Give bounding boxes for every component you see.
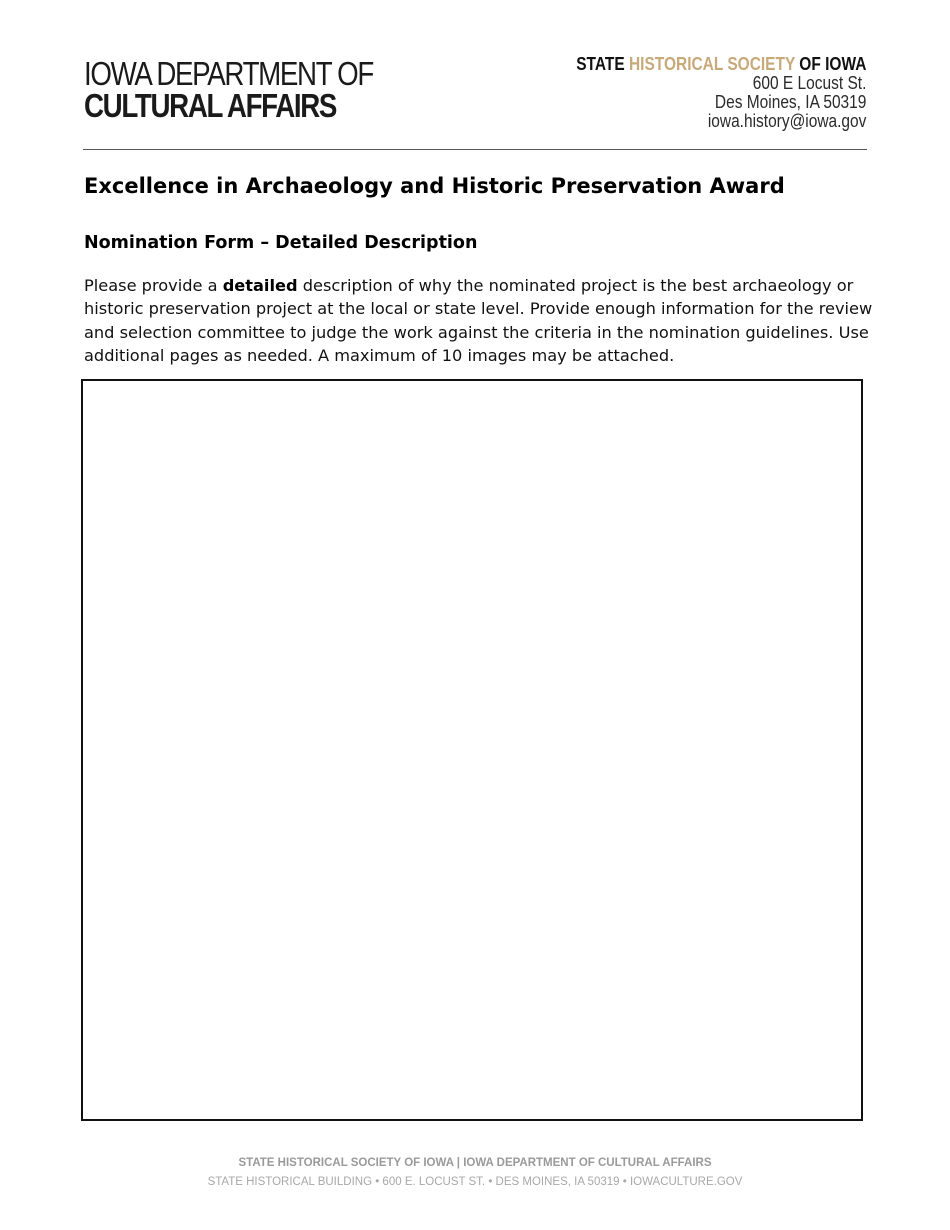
contact-block <box>576 54 866 131</box>
address-line-1: 600 E Locust St. <box>752 73 866 93</box>
department-logo <box>84 55 373 124</box>
footer-organization: STATE HISTORICAL SOCIETY OF IOWA | IOWA DEPARTMENT OF CULTURAL AFFAIRS <box>238 1157 712 1169</box>
footer-address: STATE HISTORICAL BUILDING • 600 E. LOCUST ST. • DES MOINES, IA 50319 • IOWACULTURE.GOV <box>207 1176 743 1188</box>
detailed-description-field[interactable] <box>81 379 863 1121</box>
logo-line-1: IOWA DEPARTMENT OF <box>84 55 373 92</box>
logo-line-2: CULTURAL AFFAIRS <box>84 87 337 124</box>
instructions-paragraph <box>84 274 874 368</box>
address-line-2: Des Moines, IA 50319 <box>714 92 866 112</box>
org-name-part-2: HISTORICAL SOCIETY <box>628 54 795 74</box>
page-title: Excellence in Archaeology and Historic Preservation Award <box>84 174 785 198</box>
form-subtitle: Nomination Form – Detailed Description <box>84 233 478 253</box>
org-name-part-1: STATE <box>575 54 629 74</box>
instructions-text-start: Please provide a <box>84 276 223 295</box>
instructions-emphasis: detailed <box>222 276 298 295</box>
organization-name <box>576 54 866 74</box>
instructions-text-rest: description of why the nominated project is the best archaeology or historic preservation project at the local or state level. Provide enough information for the review and selection committee to judge the work against the criteria in the nomination guidelines. Use additional pages as needed. A maximum of 10 images may be attached. <box>84 276 873 366</box>
header-divider <box>83 149 867 150</box>
org-name-part-3: OF IOWA <box>794 54 866 74</box>
contact-email: iowa.history@iowa.gov <box>707 111 866 131</box>
